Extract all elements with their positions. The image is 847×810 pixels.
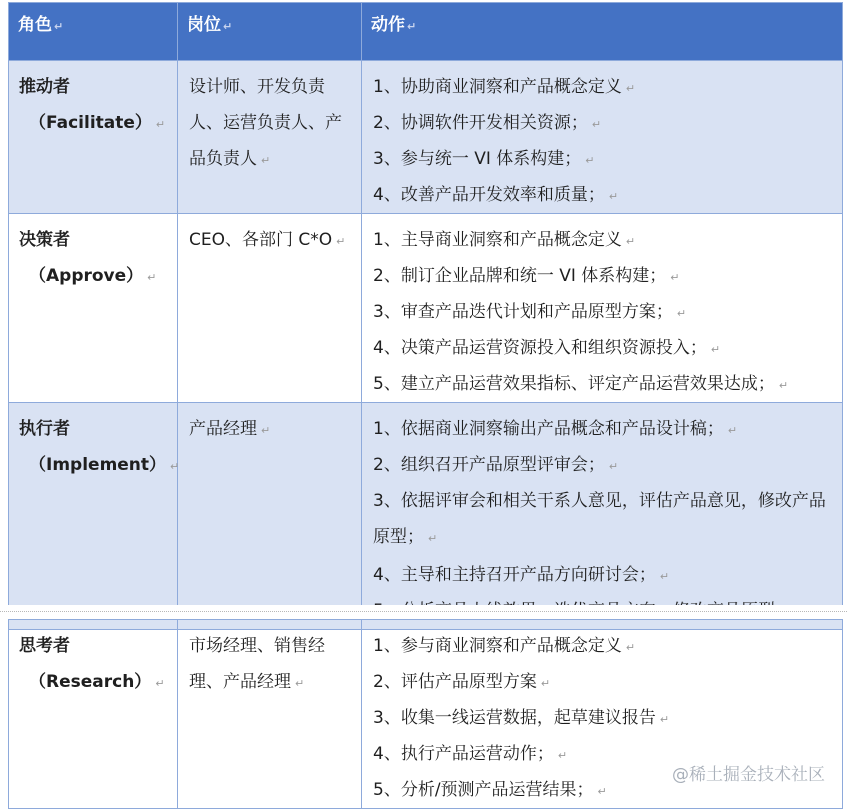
table-header-row	[9, 3, 843, 61]
action-item: 5、建立产品运营效果指标、评定产品运营效果达成； ↵	[373, 374, 789, 394]
action-item: 1、参与商业洞察和产品概念定义 ↵	[373, 636, 636, 656]
post-cell: 产品经理 ↵	[178, 403, 362, 630]
roles-table-top	[8, 2, 843, 630]
action-cell	[362, 214, 843, 403]
action-item: 1、依据商业洞察输出产品概念和产品设计稿； ↵	[373, 419, 738, 439]
watermark: @稀土掘金技术社区	[672, 765, 825, 785]
action-item: 1、主导商业洞察和产品概念定义 ↵	[373, 230, 636, 250]
action-item: 2、协调软件开发相关资源； ↵	[373, 113, 602, 133]
role-english: （Implement）	[29, 455, 167, 475]
role-cell: 推动者 （Facilitate） ↵	[9, 61, 178, 214]
role-english: （Facilitate）	[29, 113, 152, 133]
role-name: 思考者	[19, 636, 70, 656]
action-item: 4、改善产品开发效率和质量； ↵	[373, 185, 619, 205]
role-cell: 决策者 （Approve） ↵	[9, 214, 178, 403]
action-item: 2、制订企业品牌和统一 VI 体系构建； ↵	[373, 266, 680, 286]
header-action: 动作 ↵	[362, 3, 843, 61]
action-item: 2、组织召开产品原型评审会； ↵	[373, 455, 619, 475]
role-name: 执行者	[19, 419, 70, 439]
action-item: 4、主导和主持召开产品方向研讨会； ↵	[373, 565, 670, 585]
action-cell	[362, 61, 843, 214]
action-item: 3、依据评审会和相关干系人意见，评估产品意见，修改产品原型； ↵	[373, 491, 826, 547]
action-item: 5、分析/预测产品运营结果； ↵	[373, 780, 607, 800]
role-english: （Research）	[29, 672, 152, 692]
action-item: 2、评估产品原型方案 ↵	[373, 672, 551, 692]
table-break	[0, 605, 847, 619]
action-item: 1、协助商业洞察和产品概念定义 ↵	[373, 77, 636, 97]
header-post: 岗位 ↵	[178, 3, 362, 61]
post-cell: 市场经理、销售经 理、产品经理 ↵	[178, 620, 362, 809]
table-row	[9, 214, 843, 403]
header-role: 角色 ↵	[9, 3, 178, 61]
table-row	[9, 403, 843, 630]
action-item: 4、决策产品运营资源投入和组织资源投入； ↵	[373, 338, 721, 358]
action-item: 3、收集一线运营数据，起草建议报告 ↵	[373, 708, 670, 728]
post-cell: 设计师、开发负责 人、运营负责人、产 品负责人 ↵	[178, 61, 362, 214]
role-cell: 执行者 （Implement） ↵	[9, 403, 178, 630]
role-name: 决策者	[19, 230, 70, 250]
action-item: 4、执行产品运营动作； ↵	[373, 744, 568, 764]
role-name: 推动者	[19, 77, 70, 97]
role-cell: 思考者 （Research） ↵	[9, 620, 178, 809]
action-item: 3、参与统一 VI 体系构建； ↵	[373, 149, 595, 169]
action-item: 3、审查产品迭代计划和产品原型方案； ↵	[373, 302, 687, 322]
action-cell	[362, 403, 843, 630]
role-english: （Approve）	[29, 266, 144, 286]
table-row	[9, 61, 843, 214]
post-cell: CEO、各部门 C*O ↵	[178, 214, 362, 403]
